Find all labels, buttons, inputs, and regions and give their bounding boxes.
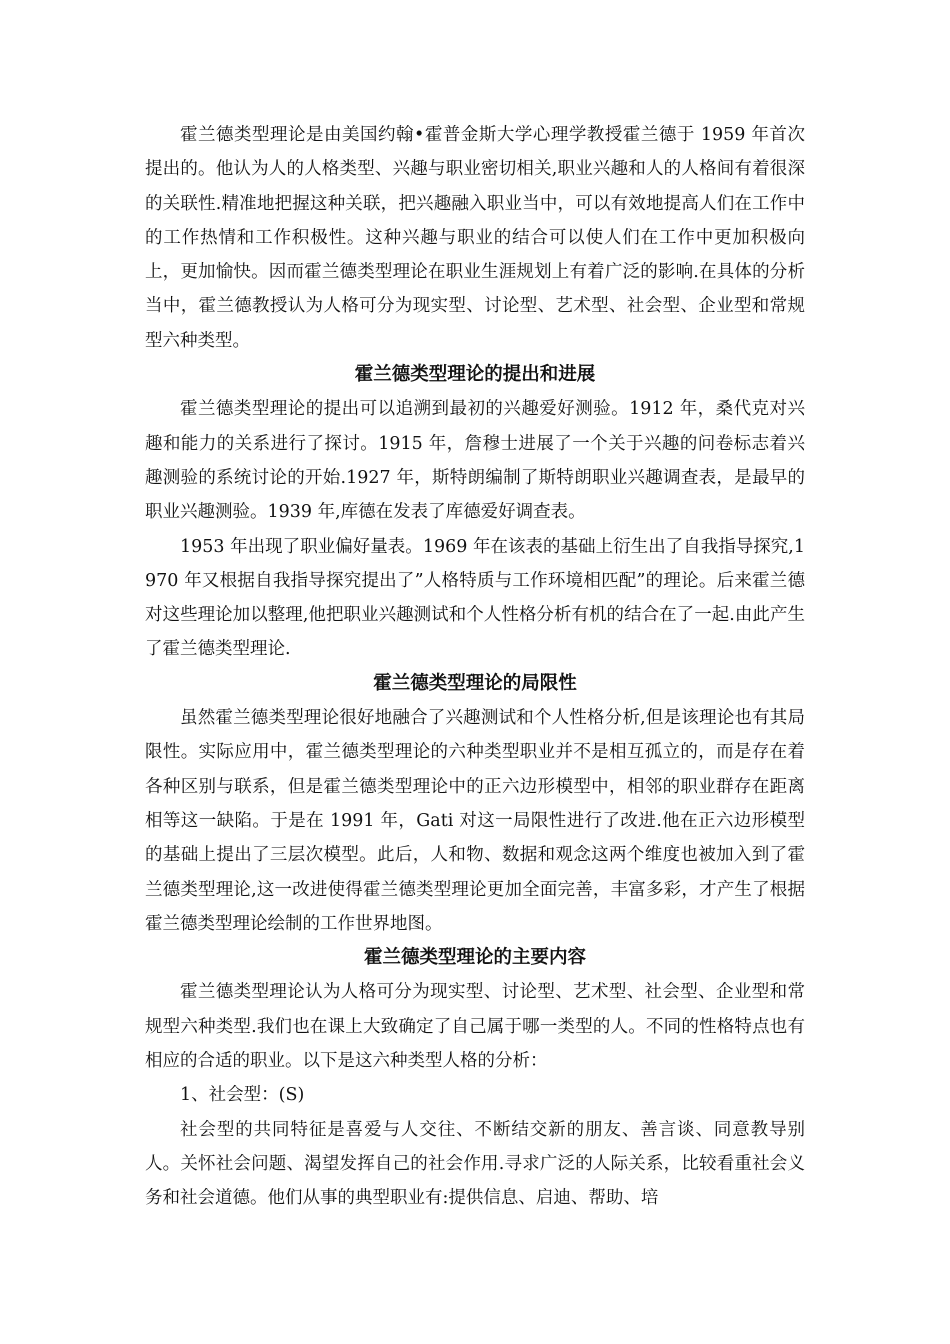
intro-paragraph: 霍兰德类型理论是由美国约翰•霍普金斯大学心理学教授霍兰德于 1959 年首次提出的。他认为人的人格类型、兴趣与职业密切相关,职业兴趣和人的人格间有着很深的关联性.精准地把握这种关联，把兴趣融入职业当中，可以有效地提高人们在工作中的工作热情和工作积极性。这种兴趣与职业的结合可以使人们在工作中更加积极向上，更加愉快。因而霍兰德类型理论在职业生涯规划上有着广泛的影响.在具体的分析当中，霍兰德教授认为人格可分为现实型、讨论型、艺术型、社会型、企业型和常规型六种类型。 — [145, 125, 805, 351]
main-content-paragraph: 霍兰德类型理论认为人格可分为现实型、讨论型、艺术型、社会型、企业型和常规型六种类型.我们也在课上大致确定了自己属于哪一类型的人。不同的性格特点也有相应的合适的职业。以下是这六种类型人格的分析： — [145, 982, 805, 1072]
origin-paragraph-1: 霍兰德类型理论的提出可以追溯到最初的兴趣爱好测验。1912 年，桑代克对兴趣和能力的关系进行了探讨。1915 年，詹穆士进展了一个关于兴趣的问卷标志着兴趣测验的系统讨论的开始.1927 年，斯特朗编制了斯特朗职业兴趣调查表，是最早的职业兴趣测验。1939 年,库德在发表了库德爱好调查表。 — [145, 399, 805, 523]
origin-paragraph-2: 1953 年出现了职业偏好量表。1969 年在该表的基础上衍生出了自我指导探究,1970 年又根据自我指导探究提出了”人格特质与工作环境相匹配”的理论。后来霍兰德对这些理论加以整理,他把职业兴趣测试和个人性格分析有机的结合在了一起.由此产生了霍兰德类型理论. — [145, 536, 805, 660]
limitations-paragraph: 虽然霍兰德类型理论很好地融合了兴趣测试和个人性格分析,但是该理论也有其局限性。实际应用中，霍兰德类型理论的六种类型职业并不是相互孤立的，而是存在着各种区别与联系，但是霍兰德类型理论中的正六边形模型中，相邻的职业群存在距离相等这一缺陷。于是在 1991 年，Gati 对这一局限性进行了改进.他在正六边形模型的基础上提出了三层次模型。此后，人和物、数据和观念这两个维度也被加入到了霍兰德类型理论,这一改进使得霍兰德类型理论更加全面完善，丰富多彩，才产生了根据霍兰德类型理论绘制的工作世界地图。 — [145, 708, 805, 934]
document-page — [145, 118, 805, 1216]
section-heading-origin: 霍兰德类型理论的提出和进展 — [354, 364, 596, 386]
social-type-paragraph: 社会型的共同特征是喜爱与人交往、不断结交新的朋友、善言谈、同意教导别人。关怀社会问题、渴望发挥自己的社会作用.寻求广泛的人际关系，比较看重社会义务和社会道德。他们从事的典型职业有:提供信息、启迪、帮助、培 — [145, 1119, 805, 1209]
section-heading-limitations: 霍兰德类型理论的局限性 — [373, 672, 577, 694]
social-type-title: 1、社会型：(S) — [180, 1085, 305, 1106]
section-heading-main-content: 霍兰德类型理论的主要内容 — [363, 947, 586, 969]
